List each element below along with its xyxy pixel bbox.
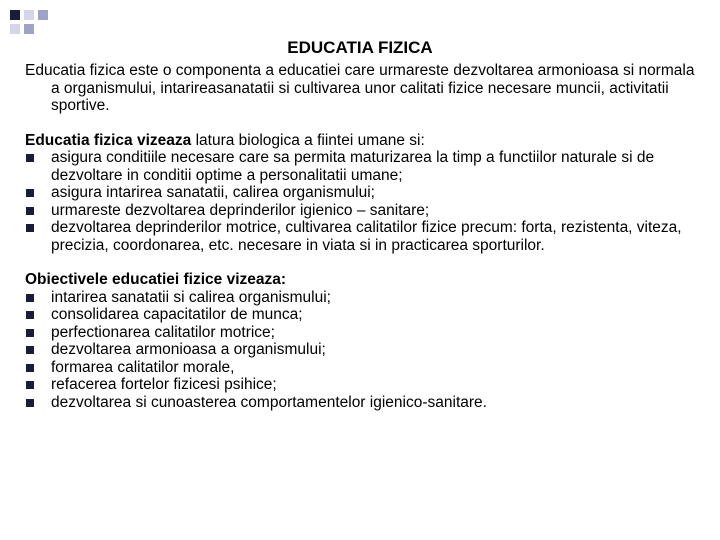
list-item [25, 394, 705, 412]
spacer [25, 254, 705, 271]
page-title [0, 38, 720, 58]
slide-body [25, 62, 705, 411]
intro-paragraph: Educatia fizica este o componenta a educatiei care urmareste dezvoltarea armonioasa si normala a organismului, intarireasanatatii si cultivarea unor calitati fizice necesare muncii, activitatii sportive. [25, 62, 695, 114]
section1-heading-bold: Educatia fizica vizeaza [25, 131, 192, 149]
list-item-text: perfectionarea calitatilor motrice; [51, 323, 275, 341]
section2-heading-bold: Obiectivele educatiei fizice vizeaza: [25, 271, 287, 288]
list-item-text: consolidarea capacitatilor de munca; [51, 306, 303, 323]
list-item [25, 289, 705, 307]
list-item-text: intarirea sanatatii si calirea organismului; [51, 288, 331, 306]
section1-list [25, 149, 705, 254]
list-item [25, 184, 705, 202]
list-item [25, 359, 705, 377]
page-title-text: EDUCATIA FIZICA [287, 38, 433, 57]
bullet-square-icon [26, 189, 34, 197]
section1-heading [25, 132, 705, 150]
bullet-square-icon [26, 294, 34, 302]
list-item [25, 149, 705, 184]
list-item [25, 306, 705, 324]
bullet-square-icon [26, 364, 34, 372]
bullet-square-icon [26, 399, 34, 407]
bullet-square-icon [26, 346, 34, 354]
list-item-text: refacerea fortelor fizicesi psihice; [51, 376, 277, 393]
corner-decoration [0, 0, 60, 42]
list-item-text: dezvoltarea si cunoasterea comportamentelor igienico-sanitare. [51, 393, 487, 411]
deco-square [10, 10, 20, 20]
bullet-square-icon [26, 329, 34, 337]
list-item [25, 219, 705, 254]
deco-square [38, 10, 48, 20]
list-item-text: formarea calitatilor morale, [51, 358, 235, 376]
list-item [25, 324, 705, 342]
section2-list [25, 289, 705, 412]
bullet-square-icon [26, 311, 34, 319]
list-item [25, 202, 705, 220]
list-item [25, 341, 705, 359]
bullet-square-icon [26, 154, 34, 162]
spacer [25, 115, 705, 132]
list-item [25, 376, 705, 394]
deco-square [10, 24, 20, 34]
deco-square [24, 24, 34, 34]
section2-heading [25, 271, 705, 289]
list-item-text: dezvoltarea deprinderilor motrice, cultivarea calitatilor fizice precum: forta, rezistenta, viteza, precizia, coordonarea, etc. necesare in viata si in practicarea sporturilor. [51, 219, 682, 254]
section1-heading-rest: latura biologica a fiintei umane si: [191, 131, 425, 149]
bullet-square-icon [26, 224, 34, 232]
list-item-text: dezvoltarea armonioasa a organismului; [51, 341, 326, 358]
list-item-text: asigura conditiile necesare care sa permita maturizarea la timp a functiilor naturale si de dezvoltare in conditii optime a personalitatii umane; [51, 149, 655, 184]
bullet-square-icon [26, 207, 34, 215]
list-item-text: asigura intarirea sanatatii, calirea organismului; [51, 184, 375, 201]
list-item-text: urmareste dezvoltarea deprinderilor igienico – sanitare; [51, 201, 430, 219]
deco-square [24, 10, 34, 20]
bullet-square-icon [26, 381, 34, 389]
